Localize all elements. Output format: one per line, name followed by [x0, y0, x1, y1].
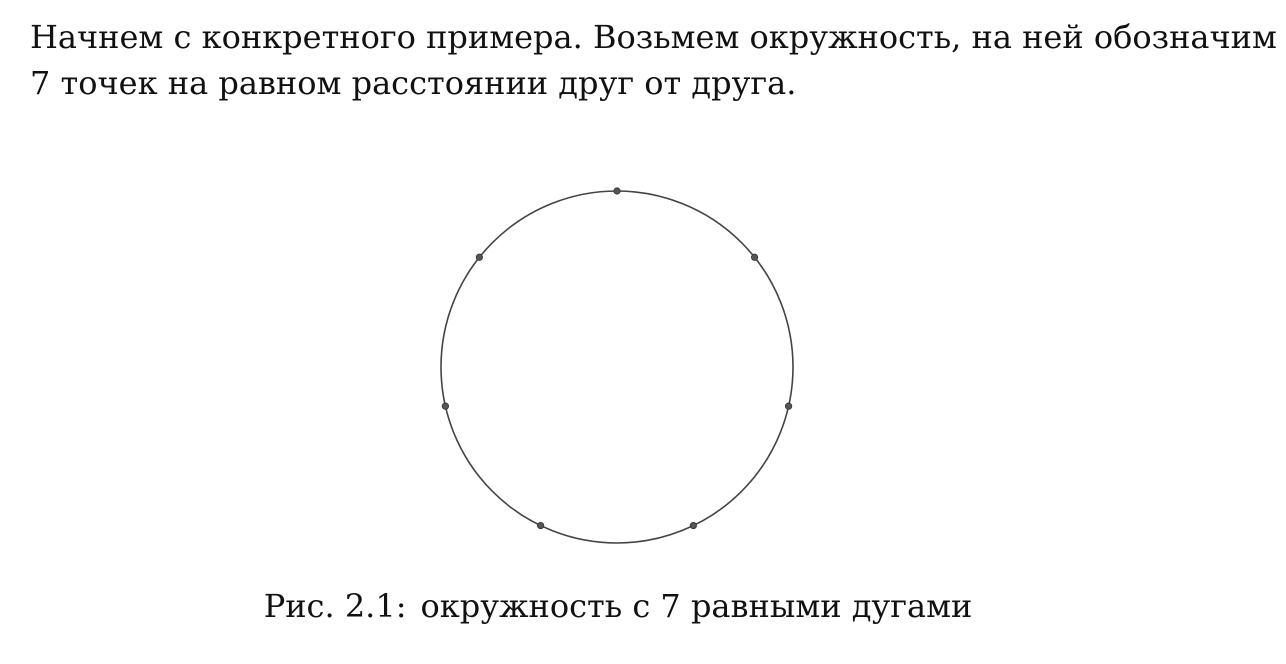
circle-point-3 [785, 403, 791, 409]
circle-point-4 [690, 522, 696, 528]
circle-point-2 [751, 254, 757, 260]
figure-caption-text: окружность с 7 равными дугами [420, 587, 973, 625]
paragraph-line-2: 7 точек на равном расстоянии друг от друга. [30, 64, 797, 102]
circle-point-1 [614, 188, 620, 194]
circle [441, 191, 793, 543]
circle-point-6 [442, 403, 448, 409]
paragraph-line-1: Начнем с конкретного примера. Возьмем окружность, на ней обозначим [30, 18, 1277, 56]
circle-point-7 [476, 254, 482, 260]
figure-caption [0, 584, 1236, 628]
figure-caption-label: Рис. 2.1: [263, 587, 407, 625]
points-group [442, 188, 792, 529]
circle-point-5 [537, 522, 543, 528]
